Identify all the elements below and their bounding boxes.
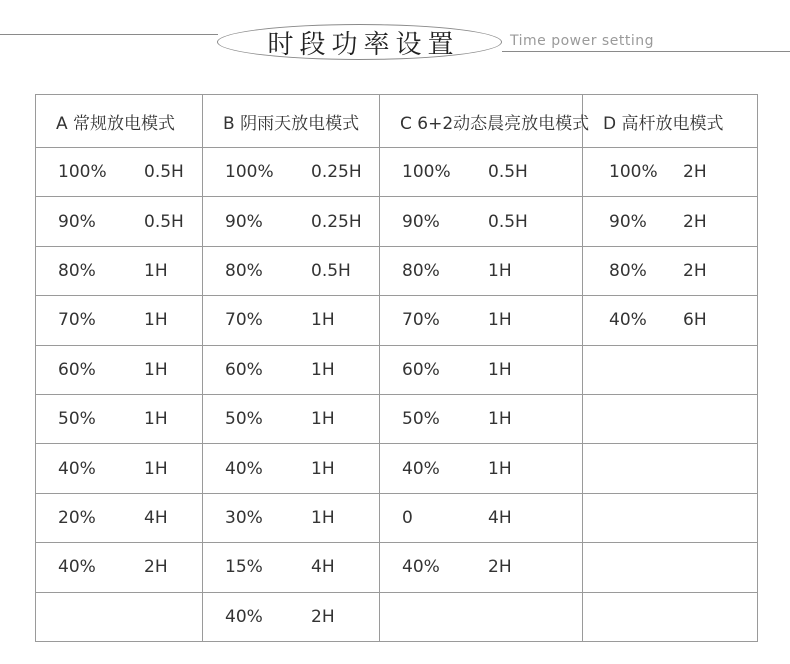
- power-value: 15%: [225, 557, 263, 578]
- cell-mode-c: [380, 296, 583, 345]
- power-value: 40%: [225, 606, 263, 627]
- duration-value: 0.25H: [311, 211, 362, 232]
- duration-value: 1H: [311, 458, 335, 479]
- cell-mode-c: [380, 493, 583, 542]
- table-row: [36, 197, 758, 246]
- power-value: 40%: [402, 458, 440, 479]
- duration-value: 1H: [144, 359, 168, 380]
- duration-value: 4H: [311, 557, 335, 578]
- duration-value: 2H: [144, 557, 168, 578]
- cell-mode-b: [203, 246, 380, 295]
- cell-mode-c: [380, 197, 583, 246]
- cell-mode-c: [380, 444, 583, 493]
- power-value: 90%: [58, 211, 96, 232]
- table-body: [36, 148, 758, 642]
- table-row: [36, 148, 758, 197]
- duration-value: 1H: [488, 359, 512, 380]
- cell-mode-c: [380, 246, 583, 295]
- page-subtitle: Time power setting: [510, 33, 654, 49]
- cell-mode-d: [583, 148, 758, 197]
- duration-value: 1H: [144, 260, 168, 281]
- duration-value: 1H: [311, 507, 335, 528]
- cell-mode-c: [380, 543, 583, 592]
- power-value: 80%: [402, 260, 440, 281]
- power-value: 80%: [58, 260, 96, 281]
- power-value: 90%: [225, 211, 263, 232]
- duration-value: 1H: [311, 409, 335, 430]
- cell-mode-a: [36, 592, 203, 641]
- table-row: [36, 493, 758, 542]
- power-value: 50%: [225, 409, 263, 430]
- cell-mode-d: [583, 444, 758, 493]
- duration-value: 1H: [488, 409, 512, 430]
- header-rule-right: [502, 51, 790, 52]
- cell-mode-b: [203, 543, 380, 592]
- table-row: [36, 394, 758, 443]
- power-value: 70%: [402, 310, 440, 331]
- cell-mode-d: [583, 345, 758, 394]
- power-value: 80%: [225, 260, 263, 281]
- cell-mode-a: [36, 444, 203, 493]
- power-value: 60%: [225, 359, 263, 380]
- duration-value: 0.5H: [144, 162, 184, 183]
- power-value: 60%: [58, 359, 96, 380]
- power-value: 20%: [58, 507, 96, 528]
- duration-value: 0.5H: [311, 260, 351, 281]
- power-value: 30%: [225, 507, 263, 528]
- power-value: 60%: [402, 359, 440, 380]
- cell-mode-a: [36, 394, 203, 443]
- power-value: 100%: [402, 162, 451, 183]
- power-value: 50%: [58, 409, 96, 430]
- cell-mode-d: [583, 296, 758, 345]
- cell-mode-b: [203, 345, 380, 394]
- cell-mode-d: [583, 394, 758, 443]
- duration-value: 6H: [683, 310, 707, 331]
- duration-value: 1H: [311, 359, 335, 380]
- duration-value: 1H: [144, 409, 168, 430]
- duration-value: 0.5H: [488, 162, 528, 183]
- duration-value: 2H: [683, 260, 707, 281]
- column-header-mode-d: D 高杆放电模式: [583, 95, 758, 148]
- table-row: [36, 543, 758, 592]
- page-title: 时段功率设置: [267, 29, 460, 60]
- power-value: 40%: [402, 557, 440, 578]
- cell-mode-a: [36, 493, 203, 542]
- column-header-mode-a: A 常规放电模式: [36, 95, 203, 148]
- duration-value: 0.25H: [311, 162, 362, 183]
- power-value: 40%: [225, 458, 263, 479]
- cell-mode-d: [583, 592, 758, 641]
- duration-value: 4H: [144, 507, 168, 528]
- cell-mode-d: [583, 543, 758, 592]
- power-value: 40%: [609, 310, 647, 331]
- cell-mode-d: [583, 493, 758, 542]
- duration-value: 2H: [683, 211, 707, 232]
- cell-mode-a: [36, 543, 203, 592]
- duration-value: 1H: [144, 458, 168, 479]
- column-header-mode-c: C 6+2动态晨亮放电模式: [380, 95, 583, 148]
- duration-value: 4H: [488, 507, 512, 528]
- power-value: 0: [402, 507, 413, 528]
- power-value: 80%: [609, 260, 647, 281]
- table-header-row: [36, 95, 758, 148]
- table-row: [36, 246, 758, 295]
- cell-mode-c: [380, 345, 583, 394]
- header-rule-left: [0, 34, 218, 35]
- power-value: 100%: [225, 162, 274, 183]
- cell-mode-a: [36, 197, 203, 246]
- cell-mode-d: [583, 197, 758, 246]
- page-header: [0, 0, 790, 80]
- cell-mode-a: [36, 246, 203, 295]
- cell-mode-b: [203, 493, 380, 542]
- cell-mode-b: [203, 444, 380, 493]
- table-row: [36, 296, 758, 345]
- power-value: 90%: [609, 211, 647, 232]
- cell-mode-c: [380, 148, 583, 197]
- duration-value: 1H: [488, 310, 512, 331]
- column-header-mode-b: B 阴雨天放电模式: [203, 95, 380, 148]
- cell-mode-a: [36, 148, 203, 197]
- cell-mode-a: [36, 296, 203, 345]
- power-schedule-table: [35, 94, 758, 642]
- duration-value: 1H: [488, 458, 512, 479]
- duration-value: 1H: [311, 310, 335, 331]
- power-value: 50%: [402, 409, 440, 430]
- power-value: 40%: [58, 557, 96, 578]
- power-value: 40%: [58, 458, 96, 479]
- power-value: 70%: [225, 310, 263, 331]
- cell-mode-b: [203, 394, 380, 443]
- table-row: [36, 444, 758, 493]
- cell-mode-b: [203, 197, 380, 246]
- duration-value: 0.5H: [488, 211, 528, 232]
- duration-value: 2H: [311, 606, 335, 627]
- cell-mode-c: [380, 592, 583, 641]
- power-value: 90%: [402, 211, 440, 232]
- table-row: [36, 345, 758, 394]
- duration-value: 2H: [488, 557, 512, 578]
- table-row: [36, 592, 758, 641]
- duration-value: 1H: [488, 260, 512, 281]
- cell-mode-b: [203, 296, 380, 345]
- cell-mode-b: [203, 592, 380, 641]
- title-oval: [217, 24, 502, 60]
- cell-mode-a: [36, 345, 203, 394]
- power-value: 100%: [609, 162, 658, 183]
- cell-mode-c: [380, 394, 583, 443]
- duration-value: 0.5H: [144, 211, 184, 232]
- duration-value: 1H: [144, 310, 168, 331]
- duration-value: 2H: [683, 162, 707, 183]
- power-value: 100%: [58, 162, 107, 183]
- power-value: 70%: [58, 310, 96, 331]
- cell-mode-d: [583, 246, 758, 295]
- cell-mode-b: [203, 148, 380, 197]
